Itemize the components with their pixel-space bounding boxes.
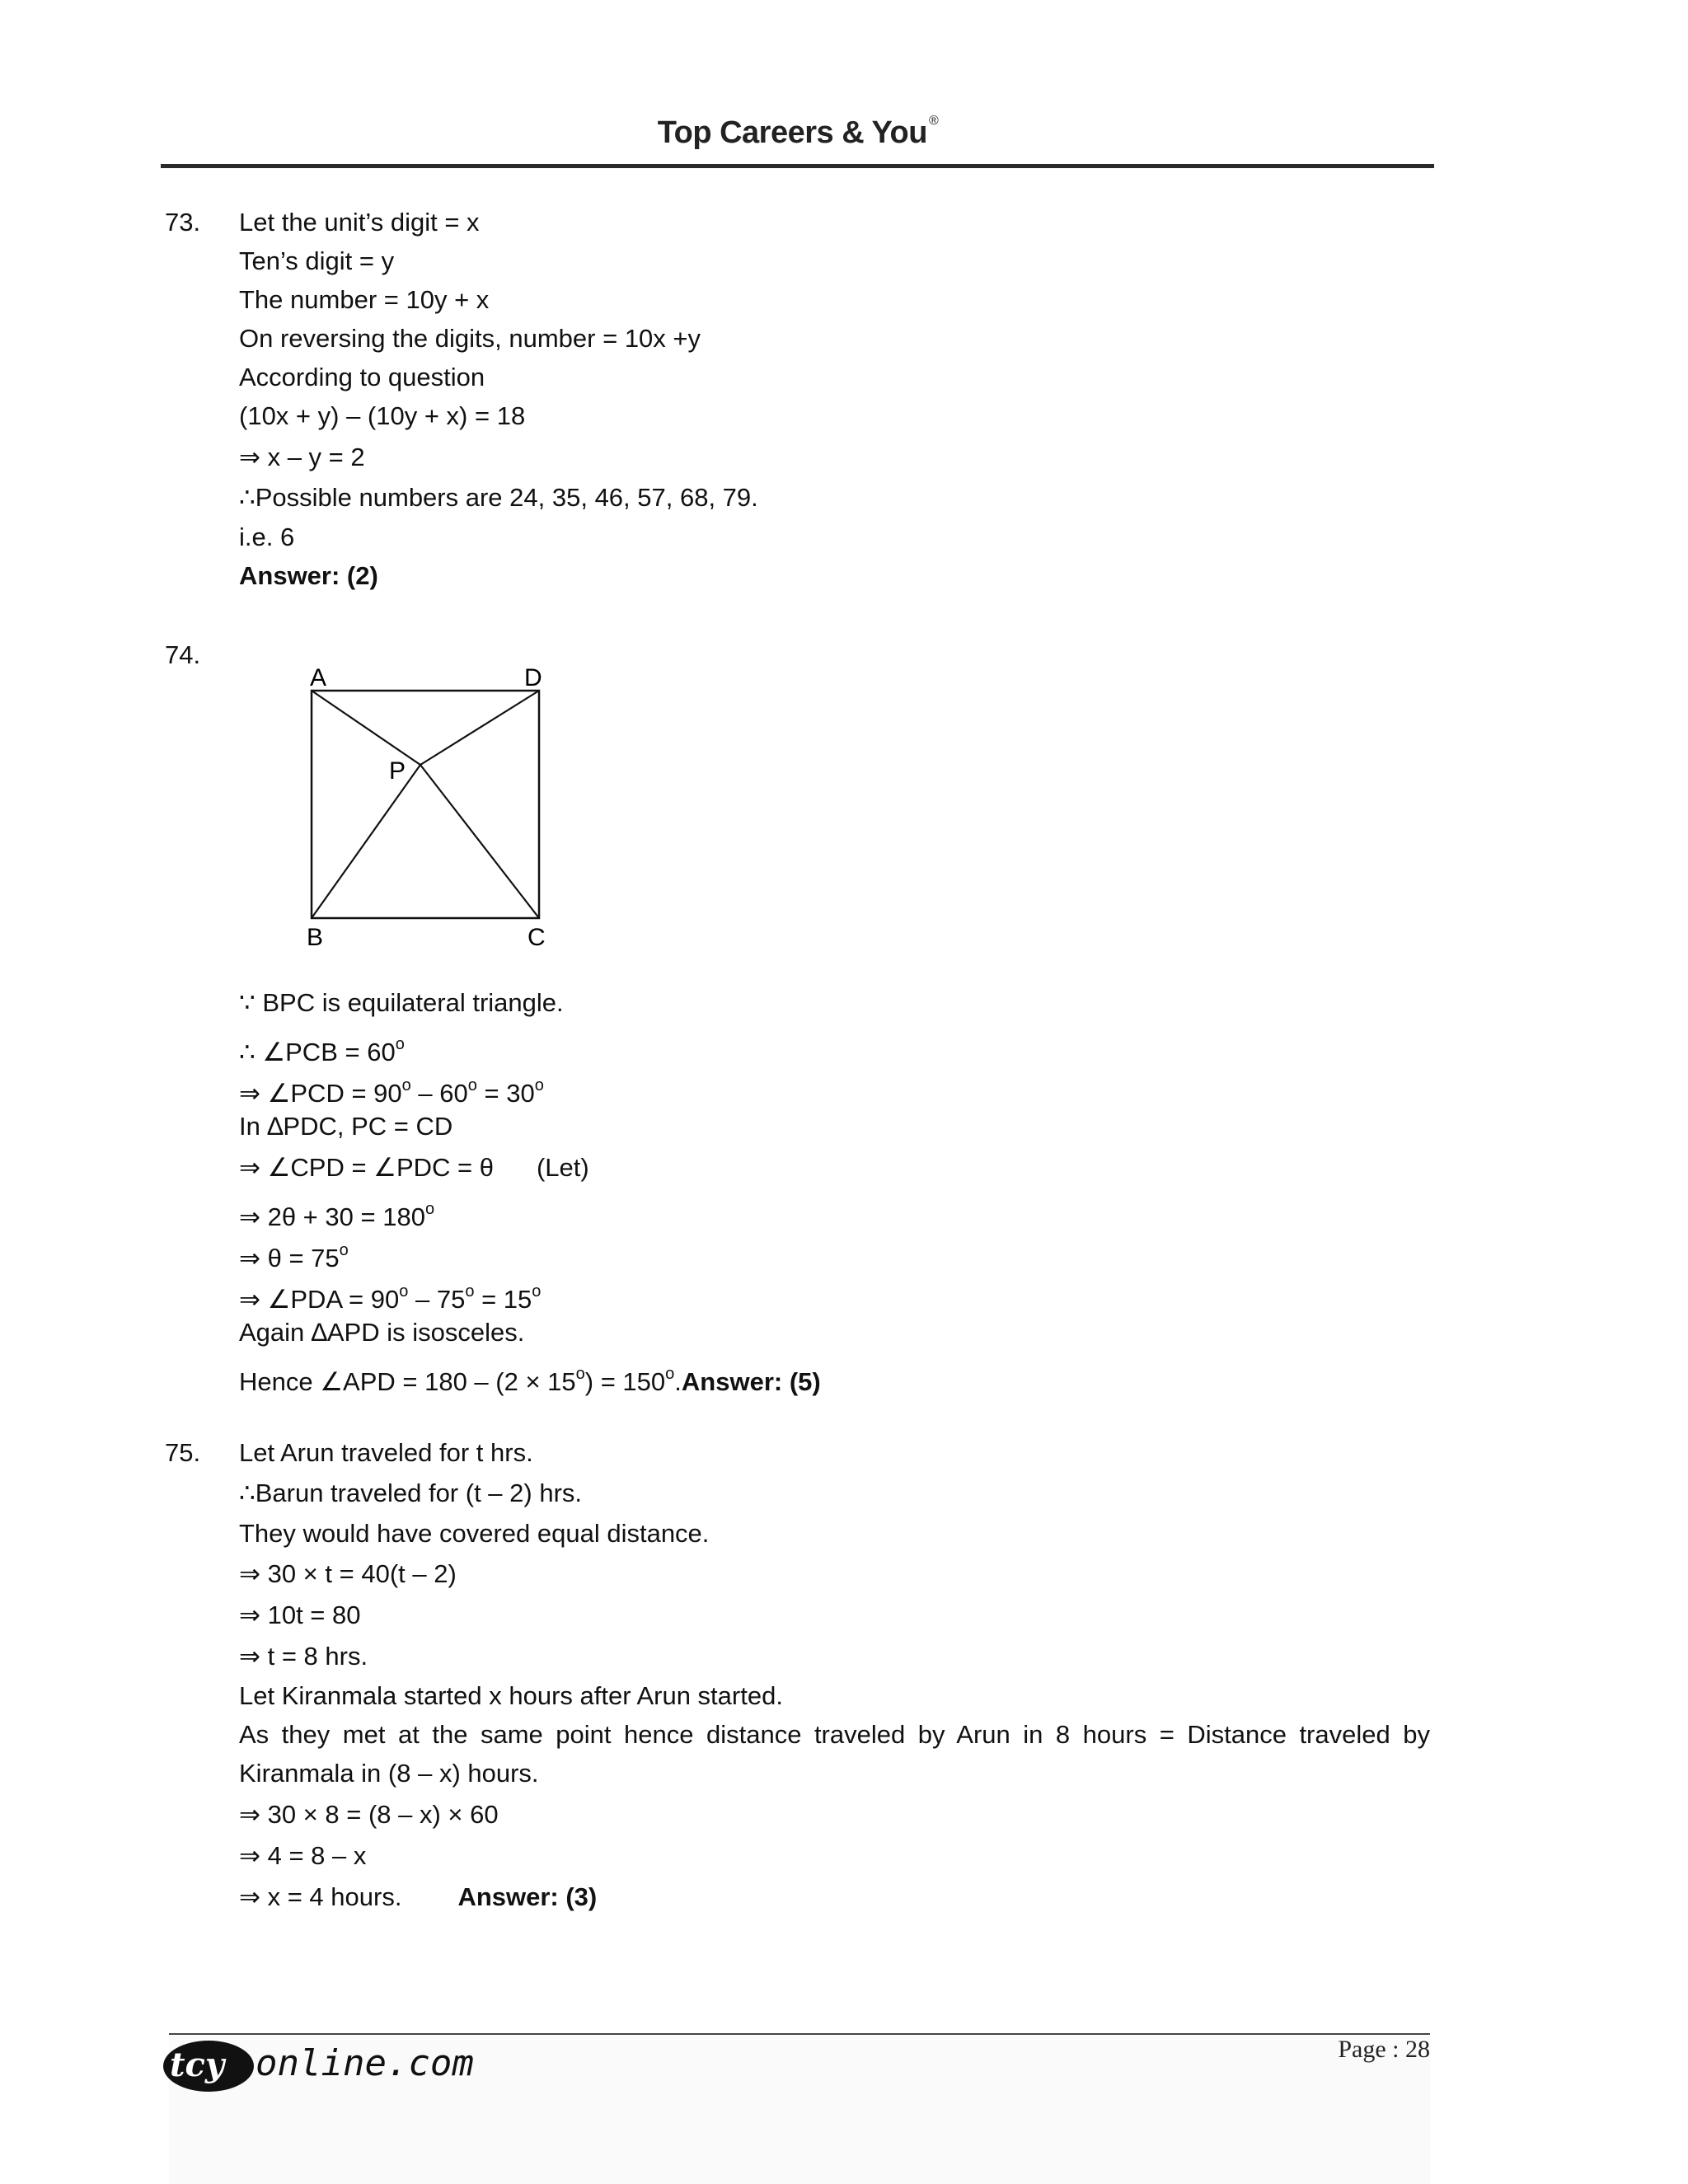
q75-line: ⇒ t = 8 hrs. [239, 1642, 368, 1671]
q74-line: Hence ∠APD = $180 - (2 \times 15^o)$ = $150^o.Answer$: (5) [239, 1365, 821, 1396]
q73-answer: Answer: (2) [239, 561, 378, 590]
vertex-label-d: D [524, 664, 542, 691]
vertex-label-c: C [528, 924, 546, 951]
q74-answer: Answer: (5) [681, 1367, 821, 1396]
q74-line: Again ∆APD is isosceles. [239, 1318, 525, 1347]
q75-line: ⇒ x = 4 hours. Answer: (3) [239, 1882, 598, 1911]
q75-line: As they met at the same point hence distance traveled by Arun in 8 hours = Distance traveled by [239, 1720, 1430, 1749]
q75-line: Kiranmala in (8 – x) hours. [239, 1759, 539, 1788]
q75-line: They would have covered equal distance. [239, 1519, 710, 1548]
question-73-number: 73. [165, 208, 201, 237]
q73-line: Let the unit’s digit = x [239, 208, 480, 237]
square-diagram [297, 659, 560, 956]
q75-line: Let Kiranmala started x hours after Arun started. [239, 1681, 783, 1710]
q75-line: ⇒ 30 × t = 40(t – 2) [239, 1559, 457, 1588]
q73-line: Ten’s digit = y [239, 246, 395, 275]
q74-line: ⇒ ∠CPD = ∠PDC = θ (Let) [239, 1153, 589, 1182]
vertex-label-a: A [310, 664, 327, 691]
footer-divider [169, 2033, 1430, 2035]
q75-line: ⇒ 30 × 8 = (8 – x) × 60 [239, 1800, 499, 1829]
logo-badge-text: tcy [170, 2046, 225, 2084]
q74-line: ⇒ ∠PDA = $90^o - 75^o = 15^o$ [239, 1282, 542, 1314]
q73-line: (10x + y) – (10y + x) = 18 [239, 401, 526, 430]
q74-line: ∴ ∠PCB = $60^o$ [239, 1035, 405, 1066]
q73-line: According to question [239, 363, 485, 391]
q74-line: ⇒ $2\theta + 30 = 180^o$ [239, 1200, 435, 1231]
segment-bp [312, 765, 420, 918]
header-title-text: Top Careers & You [657, 115, 927, 150]
q73-line: On reversing the digits, number = 10x +y [239, 324, 701, 353]
q74-line: ⇒ ∠PCD = $90^o - 60^o = 30^o$ [239, 1076, 544, 1108]
q73-line: ⇒ x – y = 2 [239, 443, 365, 471]
q73-line: The number = 10y + x [239, 285, 490, 314]
square-abcd [312, 691, 539, 918]
q74-line: ⇒ $\theta = 75^o$ [239, 1241, 349, 1272]
q75-line: ⇒ 4 = 8 – x [239, 1841, 367, 1870]
q73-line: ∴Possible numbers are 24, 35, 46, 57, 68, 79. [239, 483, 758, 512]
registered-mark: ® [928, 114, 939, 128]
segment-ap [312, 691, 420, 765]
point-label-p: P [389, 757, 406, 785]
q75-line: ∴Barun traveled for (t – 2) hrs. [239, 1479, 583, 1507]
header-divider [161, 164, 1434, 168]
q73-line: i.e. 6 [239, 523, 295, 551]
q74-line: ∵ BPC is equilateral triangle. [239, 988, 564, 1017]
page-number: Page : 28 [1338, 2036, 1430, 2063]
segment-cp [420, 765, 539, 918]
question-74-number: 74. [165, 640, 201, 669]
segment-dp [420, 691, 539, 765]
vertex-label-b: B [307, 924, 324, 951]
question-75-number: 75. [165, 1438, 201, 1467]
logo-text: online.com [256, 2042, 474, 2084]
q75-answer: Answer: (3) [457, 1882, 598, 1911]
page-header-title [0, 114, 1596, 151]
q75-line: Let Arun traveled for t hrs. [239, 1438, 533, 1467]
q75-line: ⇒ 10t = 80 [239, 1601, 361, 1629]
q74-line: In ∆PDC, PC = CD [239, 1112, 453, 1141]
